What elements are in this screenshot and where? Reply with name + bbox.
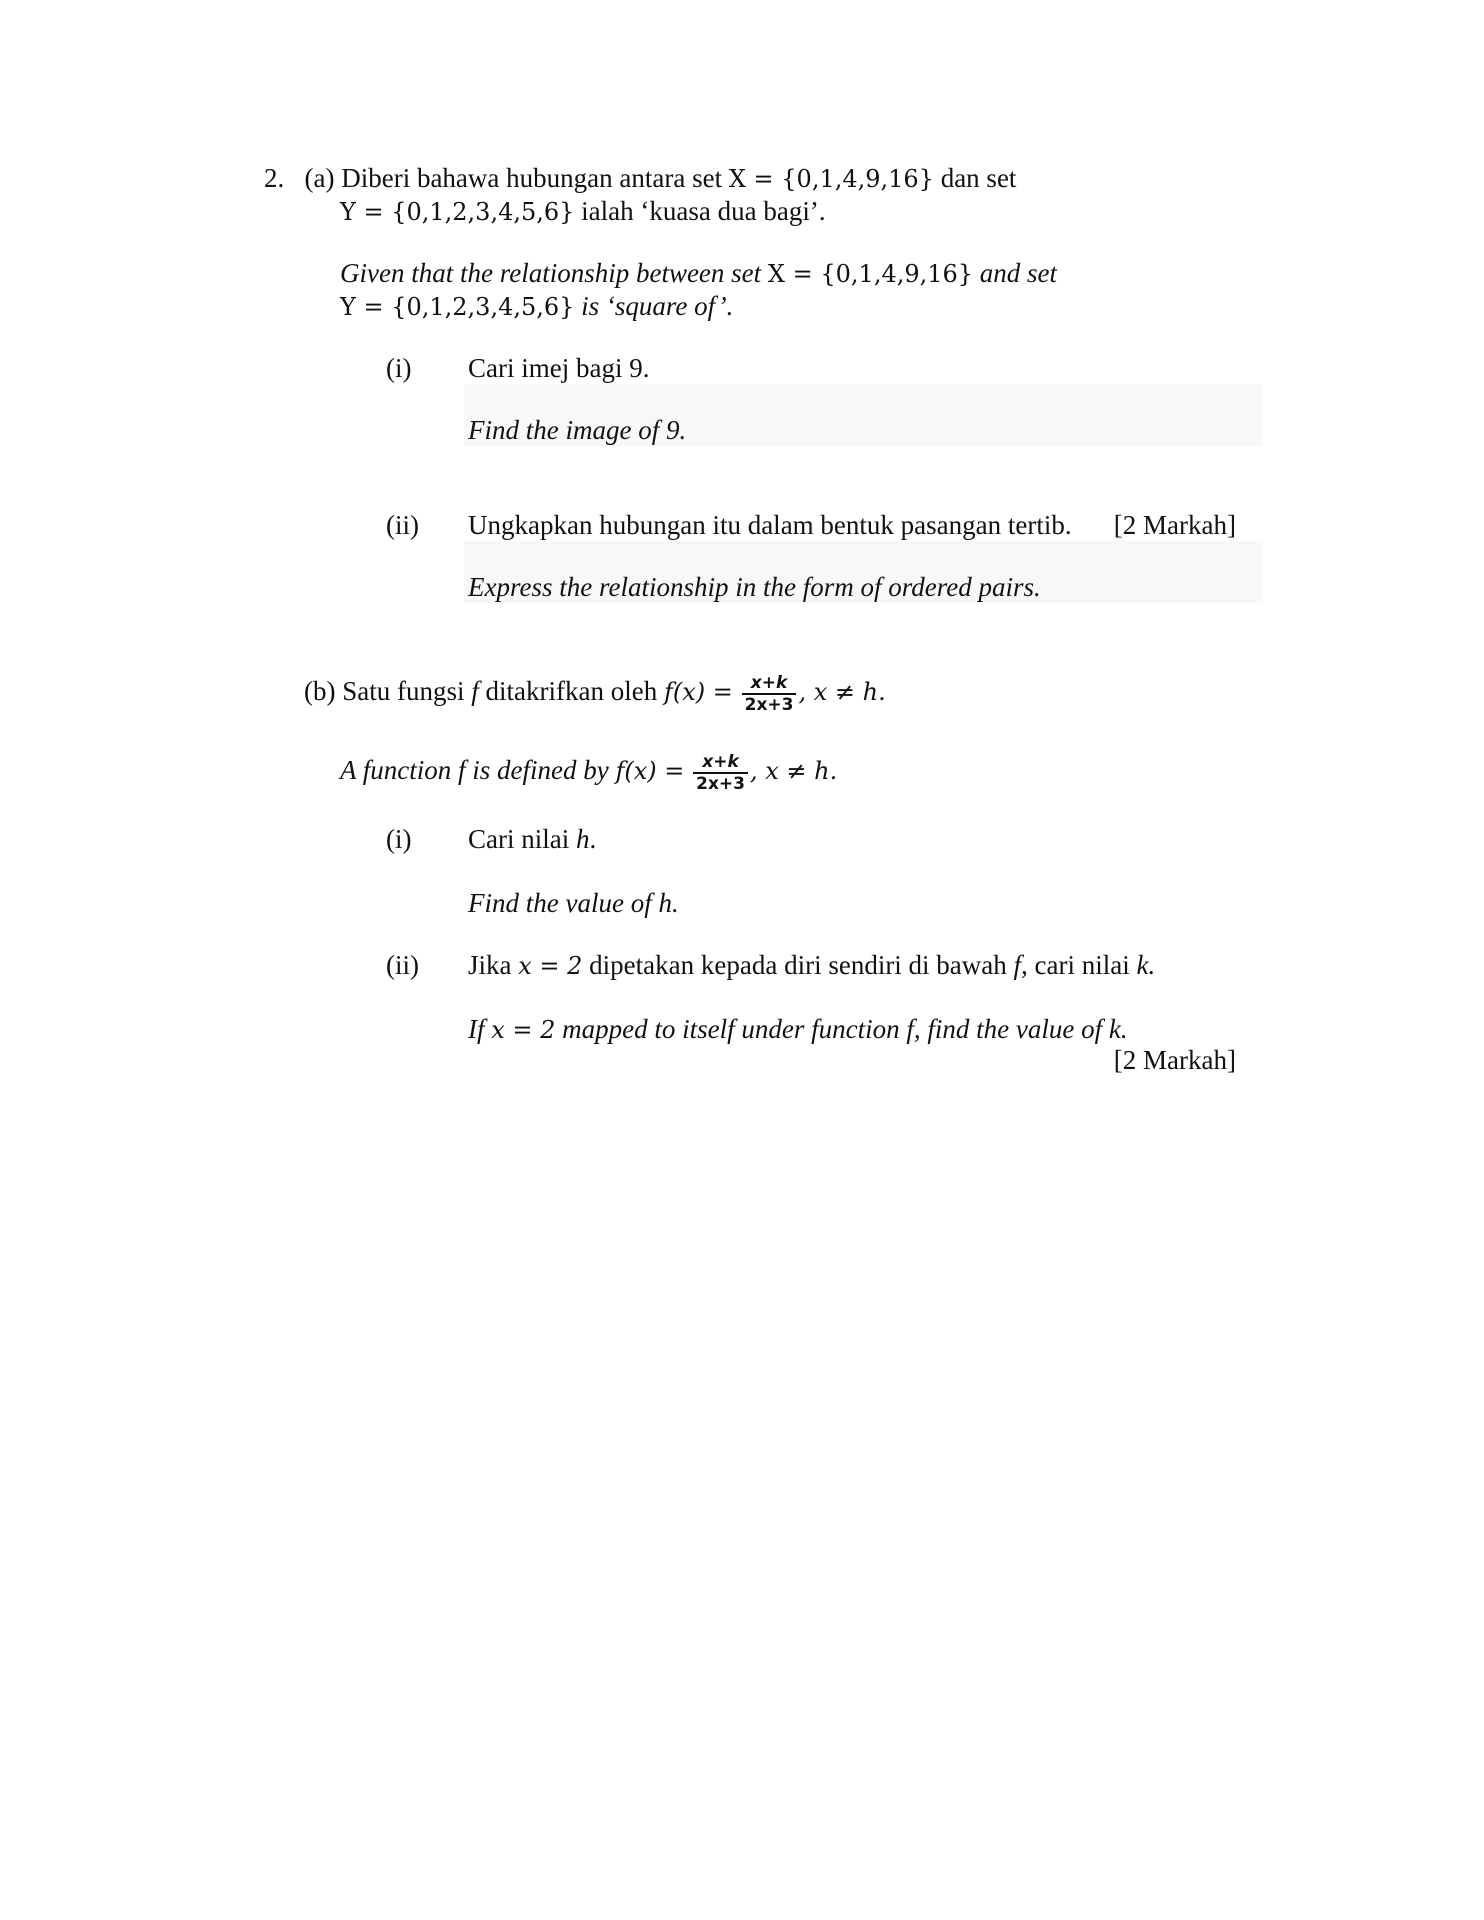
part-a-label: (a) — [304, 163, 335, 193]
question-a-line2 — [340, 195, 826, 228]
set-x: X = {0,1,4,9,16} — [728, 165, 934, 193]
sub-a-i-en: Find the image of 9. — [468, 415, 687, 445]
function-expression: f(x) = — [663, 678, 733, 707]
text: f — [471, 676, 479, 707]
text: Jika — [468, 950, 512, 980]
question-a-en-line2 — [340, 290, 733, 323]
text: A function — [340, 755, 452, 786]
text: Satu fungsi — [342, 676, 465, 707]
sub-b-ii-label: (ii) — [386, 950, 419, 980]
text: and set — [979, 258, 1058, 288]
sub-b-ii-en — [468, 1013, 1128, 1046]
sub-a-ii-ms: Ungkapkan hubungan itu dalam bentuk pasangan tertib. — [468, 510, 1072, 540]
question-number: 2. — [264, 163, 285, 193]
sub-b-ii-ms — [468, 949, 1155, 982]
sub-a-ii-label: (ii) — [386, 510, 419, 540]
text: Cari nilai — [468, 824, 570, 854]
text: k. — [1136, 950, 1156, 980]
fraction — [742, 673, 797, 715]
text: cari nilai — [1034, 950, 1130, 980]
text: is ‘square of’. — [581, 291, 734, 321]
sub-a-i-ms: Cari imej bagi 9. — [468, 353, 650, 383]
text: dipetakan kepada diri sendiri di bawah — [589, 950, 1007, 980]
text: dan set — [940, 163, 1017, 193]
sub-a-ii-en: Express the relationship in the form of ordered pairs. — [468, 572, 1041, 602]
variable: h — [575, 824, 590, 854]
question-b-en — [340, 752, 837, 794]
text: ditakrifkan oleh — [485, 676, 658, 707]
condition: , x ≠ h. — [750, 757, 838, 786]
text: If — [468, 1014, 485, 1044]
text: f, — [1013, 950, 1028, 980]
sub-b-i-en: Find the value of h. — [468, 888, 679, 918]
denominator: 2x+3 — [696, 774, 745, 794]
text: Diberi bahawa hubungan antara set — [341, 163, 723, 193]
text: ialah ‘kuasa dua bagi’. — [581, 196, 826, 226]
marks-b: [2 Markah] — [1113, 1045, 1236, 1075]
text: mapped to itself under function f, find the value of k. — [562, 1014, 1128, 1044]
text: f — [458, 755, 466, 786]
set-y: Y = {0,1,2,3,4,5,6} — [340, 293, 575, 321]
equation: x = 2 — [491, 1016, 556, 1044]
function-expression: f(x) = — [615, 757, 685, 786]
sub-a-i-label: (i) — [386, 353, 412, 383]
part-b-label: (b) — [304, 676, 336, 707]
fraction — [693, 752, 748, 794]
set-y: Y = {0,1,2,3,4,5,6} — [340, 198, 575, 226]
condition: , x ≠ h. — [798, 678, 886, 707]
numerator: x+k — [693, 752, 748, 774]
denominator: 2x+3 — [744, 695, 794, 715]
text: Given that the relationship between set — [340, 258, 762, 288]
sub-b-i-label: (i) — [386, 824, 412, 854]
sub-b-i-ms: Cari nilai h. — [468, 824, 597, 854]
equation: x = 2 — [518, 952, 583, 980]
question-a-en-line1 — [340, 257, 1057, 290]
question-b-ms — [304, 673, 886, 715]
marks-a: [2 Markah] — [1113, 510, 1236, 540]
text: is defined by — [472, 755, 609, 786]
numerator: x+k — [742, 673, 797, 695]
question-a-line1 — [264, 162, 1016, 195]
set-x: X = {0,1,4,9,16} — [767, 260, 974, 288]
